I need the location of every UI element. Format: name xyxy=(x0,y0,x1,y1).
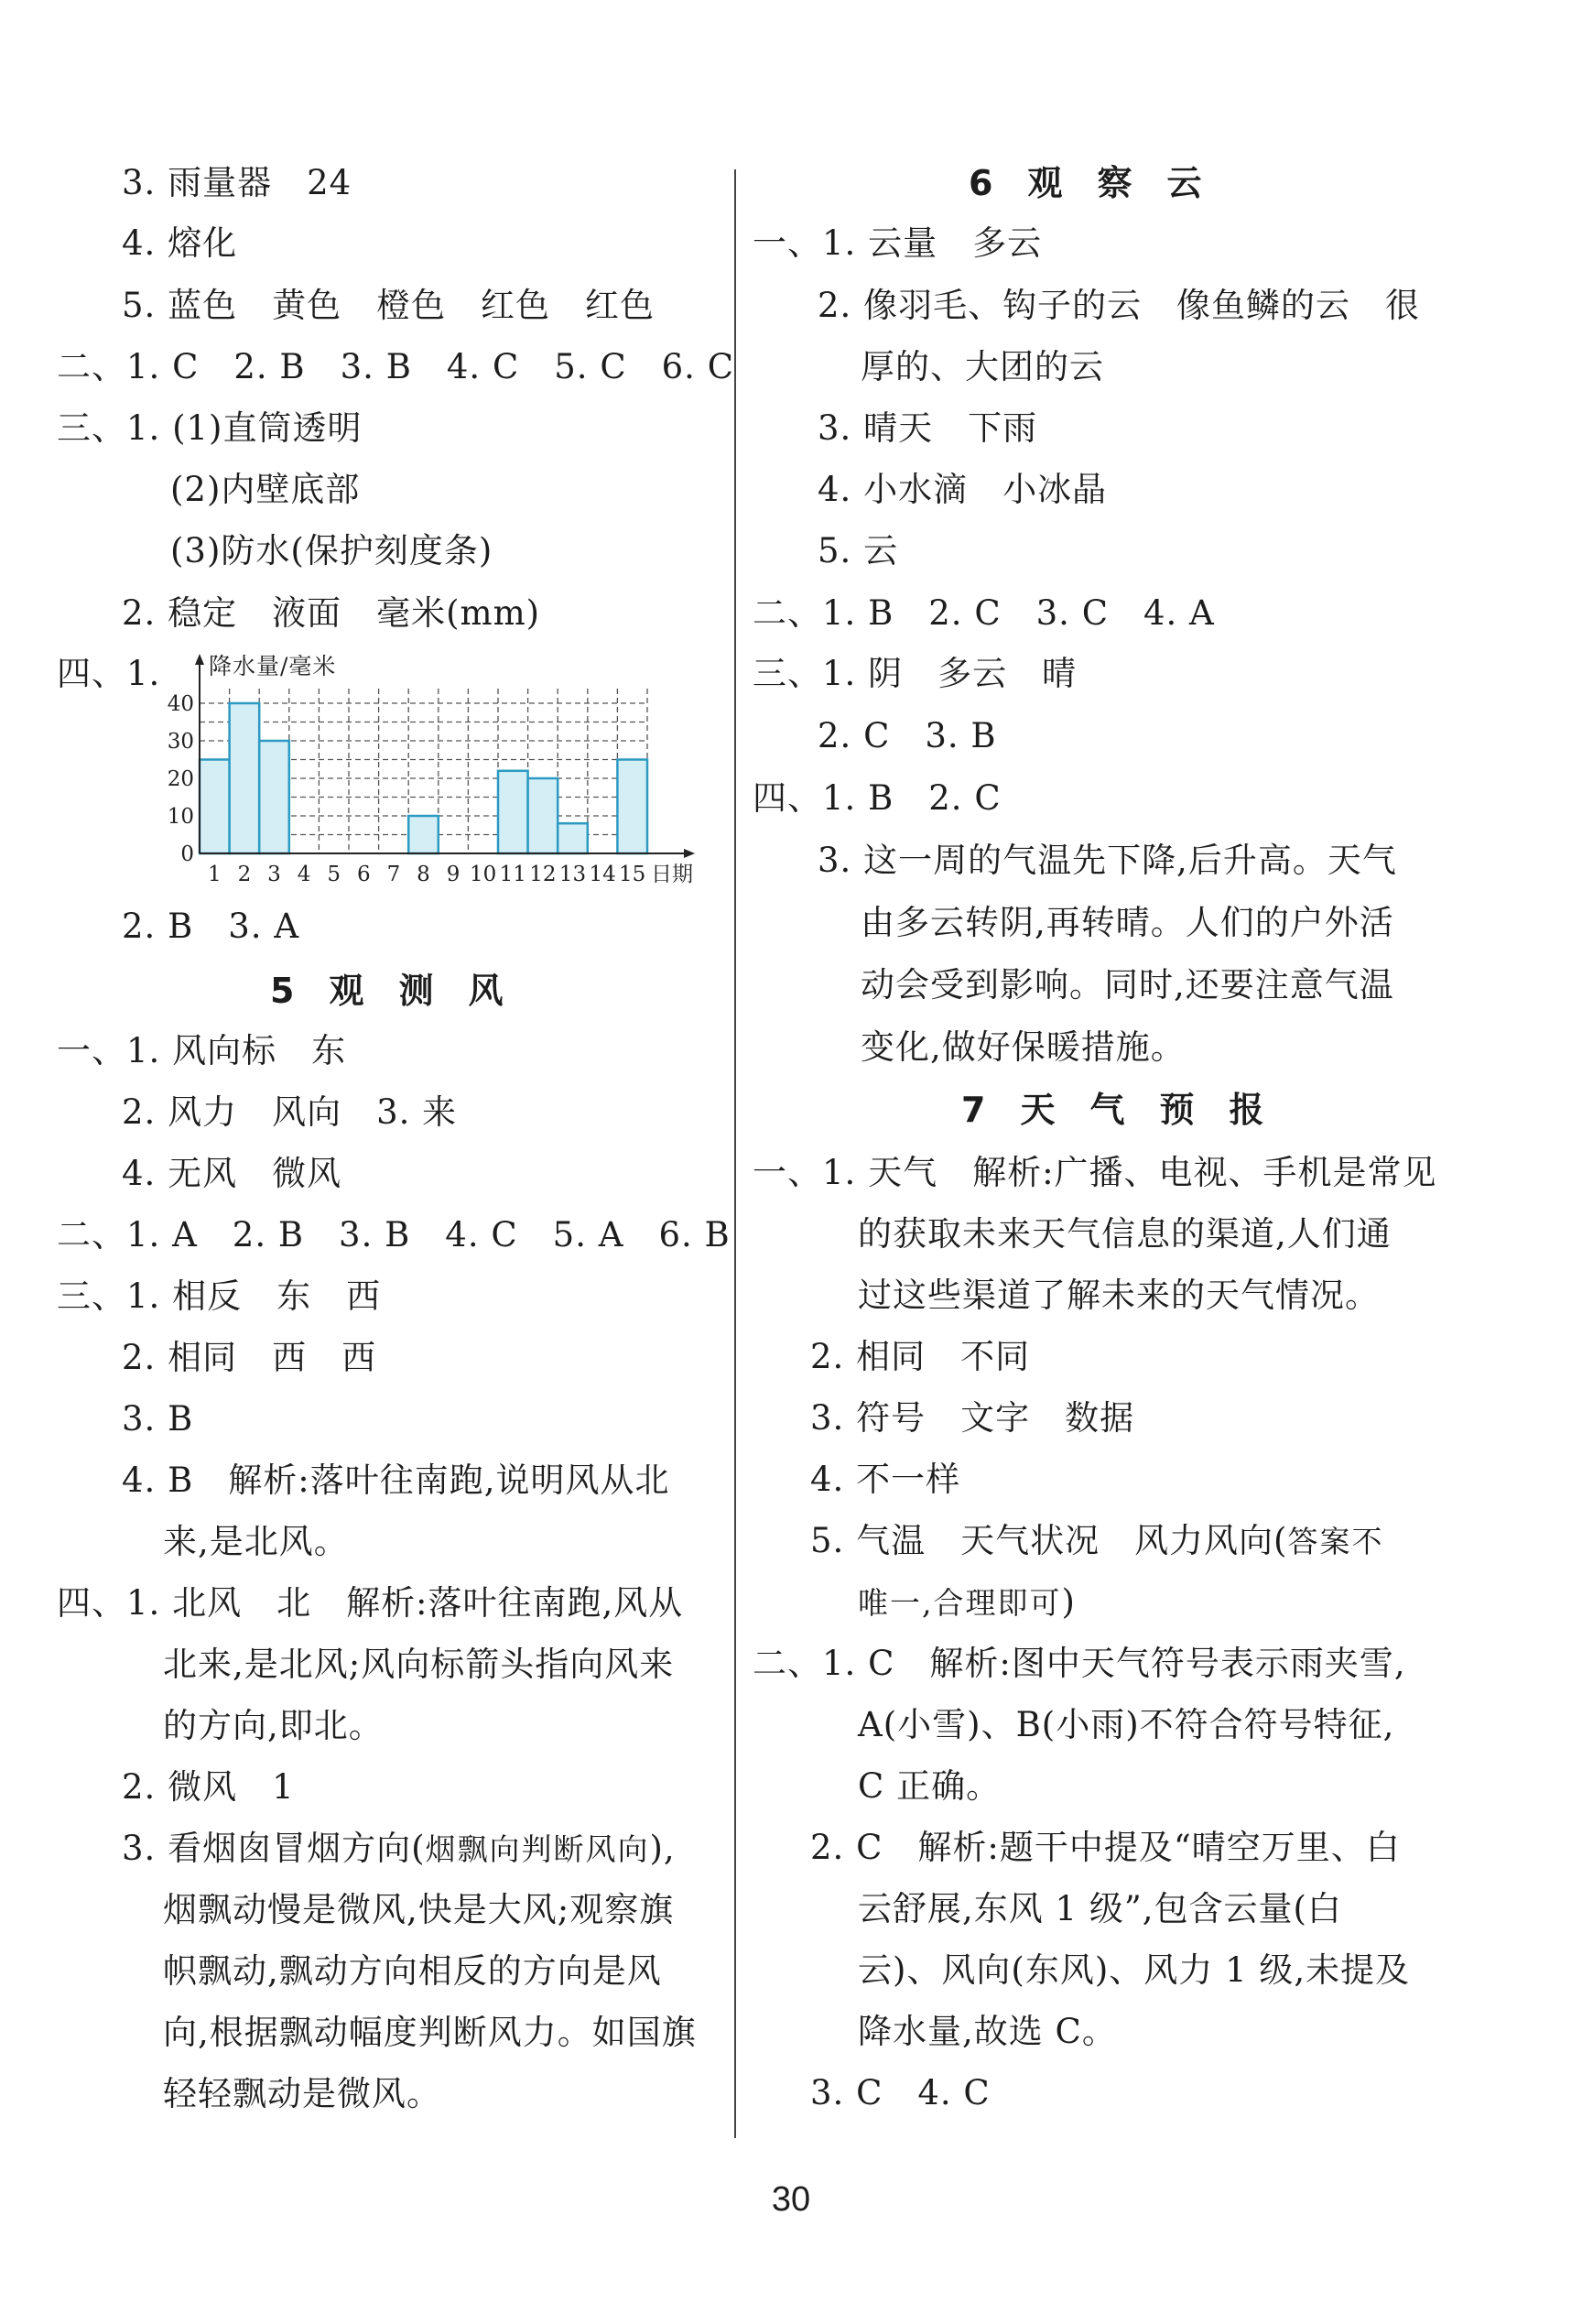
answer-line: 三、1. 阴 多云 晴 xyxy=(753,654,1078,693)
chart-x-tick-label: 1 xyxy=(207,863,222,886)
chart-x-tick-label: 11 xyxy=(499,863,526,886)
chart-bar xyxy=(230,703,260,853)
chart-bar xyxy=(558,823,588,853)
answer-line: 来,是北风。 xyxy=(163,1522,349,1561)
chart-x-tick-label: 4 xyxy=(297,863,311,886)
answer-line: 2. B 3. A xyxy=(122,907,300,946)
answer-line: 2. 像羽毛、钩子的云 像鱼鳞的云 很 xyxy=(818,286,1421,325)
chart-x-tick-label: 2 xyxy=(237,863,252,886)
answer-line: 四、1. xyxy=(57,654,161,693)
answer-line xyxy=(122,1827,676,1872)
answer-line: 三、1. 相反 东 西 xyxy=(57,1276,382,1316)
y-axis-arrow-icon xyxy=(195,654,204,665)
rainfall-bar-chart xyxy=(167,652,714,897)
answer-line: 4. 无风 微风 xyxy=(122,1154,342,1193)
chart-y-tick-label: 40 xyxy=(167,692,194,716)
answer-line: 动会受到影响。同时,还要注意气温 xyxy=(861,965,1394,1005)
answer-line: 4. 小水滴 小冰晶 xyxy=(818,470,1108,509)
chart-x-tick-label: 12 xyxy=(529,863,557,886)
chart-y-tick-label: 20 xyxy=(167,767,194,791)
x-axis-arrow-icon xyxy=(684,849,695,858)
answer-line: 烟飘动慢是微风,快是大风;观察旗 xyxy=(163,1890,675,1929)
chart-bar xyxy=(617,760,647,854)
section-title-7: 7 天 气 预 报 xyxy=(961,1090,1264,1130)
section-title-6: 6 观 察 云 xyxy=(969,163,1202,203)
answer-line: 过这些渠道了解未来的天气情况。 xyxy=(858,1276,1380,1315)
chart-y-axis-label: 降水量/毫米 xyxy=(209,653,337,679)
answer-line: 四、1. 北风 北 解析:落叶往南跑,风从 xyxy=(57,1583,684,1623)
answer-line: 一、1. 云量 多云 xyxy=(753,223,1043,263)
answer-line: 厚的、大团的云 xyxy=(861,347,1104,386)
chart-x-tick-label: 6 xyxy=(356,863,371,886)
answer-line xyxy=(810,1519,1384,1564)
chart-y-tick-label: 10 xyxy=(167,805,194,829)
chart-x-tick-label: 13 xyxy=(558,863,587,886)
answer-line: 由多云转阴,再转晴。人们的户外活 xyxy=(861,903,1394,942)
column-divider xyxy=(734,169,736,2138)
chart-x-axis-label: 日期 xyxy=(651,863,693,886)
answer-line: 云)、风向(东风)、风力 1 级,未提及 xyxy=(858,1950,1411,1990)
answer-line: C 正确。 xyxy=(858,1766,1002,1806)
answer-text: ), xyxy=(649,1829,676,1868)
chart-x-tick-label: 7 xyxy=(386,863,401,886)
answer-line: 2. C 解析:题干中提及“晴空万里、白 xyxy=(810,1828,1401,1867)
answer-line: 2. 风力 风向 3. 来 xyxy=(122,1092,458,1132)
answer-line: 3. 符号 文字 数据 xyxy=(810,1398,1135,1438)
answer-line: 2. 微风 1 xyxy=(122,1767,295,1807)
answer-line: 三、1. (1)直筒透明 xyxy=(57,408,363,448)
chart-y-tick-label: 0 xyxy=(180,842,194,866)
answer-text: ) xyxy=(1061,1582,1076,1622)
chart-x-tick-label: 15 xyxy=(619,863,646,886)
chart-bar xyxy=(200,760,230,854)
answer-line: 3. 这一周的气温先下降,后升高。天气 xyxy=(818,841,1397,880)
chart-x-tick-label: 10 xyxy=(470,863,497,886)
answer-line: 3. 晴天 下雨 xyxy=(818,408,1038,448)
answer-line: 2. C 3. B xyxy=(818,716,997,755)
answer-line: 云舒展,东风 1 级”,包含云量(白 xyxy=(858,1889,1342,1928)
chart-x-tick-label: 14 xyxy=(589,863,616,886)
answer-line: 一、1. 天气 解析:广播、电视、手机是常见 xyxy=(753,1153,1437,1192)
answer-line: 4. 不一样 xyxy=(810,1460,961,1499)
answer-text-small: 答案不 xyxy=(1287,1524,1384,1559)
answer-line: 帜飘动,飘动方向相反的方向是风 xyxy=(163,1951,662,1991)
answer-line: 变化,做好保暖措施。 xyxy=(861,1027,1186,1067)
answer-text-small: 烟飘向判断风向 xyxy=(425,1831,650,1867)
chart-x-tick-label: 5 xyxy=(327,863,341,886)
answer-line xyxy=(858,1580,1076,1625)
answer-line: (2)内壁底部 xyxy=(170,470,361,509)
answer-line: 北来,是北风;风向标箭头指向风来 xyxy=(163,1645,675,1684)
answer-text: 5. 气温 天气状况 风力风向( xyxy=(810,1521,1288,1560)
chart-x-tick-label: 3 xyxy=(267,863,281,886)
answer-line: 4. 熔化 xyxy=(122,223,238,263)
answer-line: 向,根据飘动幅度判断风力。如国旗 xyxy=(163,2013,697,2052)
answer-line: 3. C 4. C xyxy=(810,2073,991,2112)
answer-line: 二、1. A 2. B 3. B 4. C 5. A 6. B xyxy=(57,1215,731,1254)
answer-text: 3. 看烟囱冒烟方向( xyxy=(122,1829,426,1868)
answer-line: 的方向,即北。 xyxy=(163,1706,384,1745)
answer-line: 降水量,故选 C。 xyxy=(858,2012,1117,2051)
answer-line: 轻轻飘动是微风。 xyxy=(163,2074,441,2113)
chart-bar xyxy=(528,778,558,853)
section-title-5: 5 观 测 风 xyxy=(270,971,504,1011)
answer-line: 2. 相同 不同 xyxy=(810,1337,1031,1376)
answer-line: 的获取未来天气信息的渠道,人们通 xyxy=(858,1214,1392,1254)
answer-line: 2. 稳定 液面 毫米(mm) xyxy=(122,593,541,633)
chart-bar xyxy=(498,771,528,853)
answer-line: 二、1. C 2. B 3. B 4. C 5. C 6. C xyxy=(57,347,734,386)
answer-line: 5. 蓝色 黄色 橙色 红色 红色 xyxy=(122,286,656,325)
answer-text-small: 唯一,合理即可 xyxy=(858,1585,1062,1621)
chart-bar xyxy=(408,816,439,853)
answer-line: 四、1. B 2. C xyxy=(753,778,1002,818)
answer-line: (3)防水(保护刻度条) xyxy=(170,531,493,570)
answer-line: 3. B xyxy=(122,1399,194,1439)
chart-x-tick-label: 8 xyxy=(417,863,430,886)
answer-line: 二、1. B 2. C 3. C 4. A xyxy=(753,593,1215,633)
answer-line: 5. 云 xyxy=(818,531,899,570)
answer-line: 一、1. 风向标 东 xyxy=(57,1031,347,1070)
chart-bar xyxy=(259,741,289,853)
answer-line: A(小雪)、B(小雨)不符合符号特征, xyxy=(858,1705,1395,1744)
answer-line: 二、1. C 解析:图中天气符号表示雨夹雪, xyxy=(753,1644,1406,1683)
answer-line: 2. 相同 西 西 xyxy=(122,1338,377,1377)
answer-line: 4. B 解析:落叶往南跑,说明风从北 xyxy=(122,1461,670,1500)
page-number: 30 xyxy=(771,2180,811,2219)
chart-x-tick-label: 9 xyxy=(446,863,461,886)
answer-line: 3. 雨量器 24 xyxy=(122,163,352,202)
chart-y-tick-label: 30 xyxy=(167,730,194,754)
